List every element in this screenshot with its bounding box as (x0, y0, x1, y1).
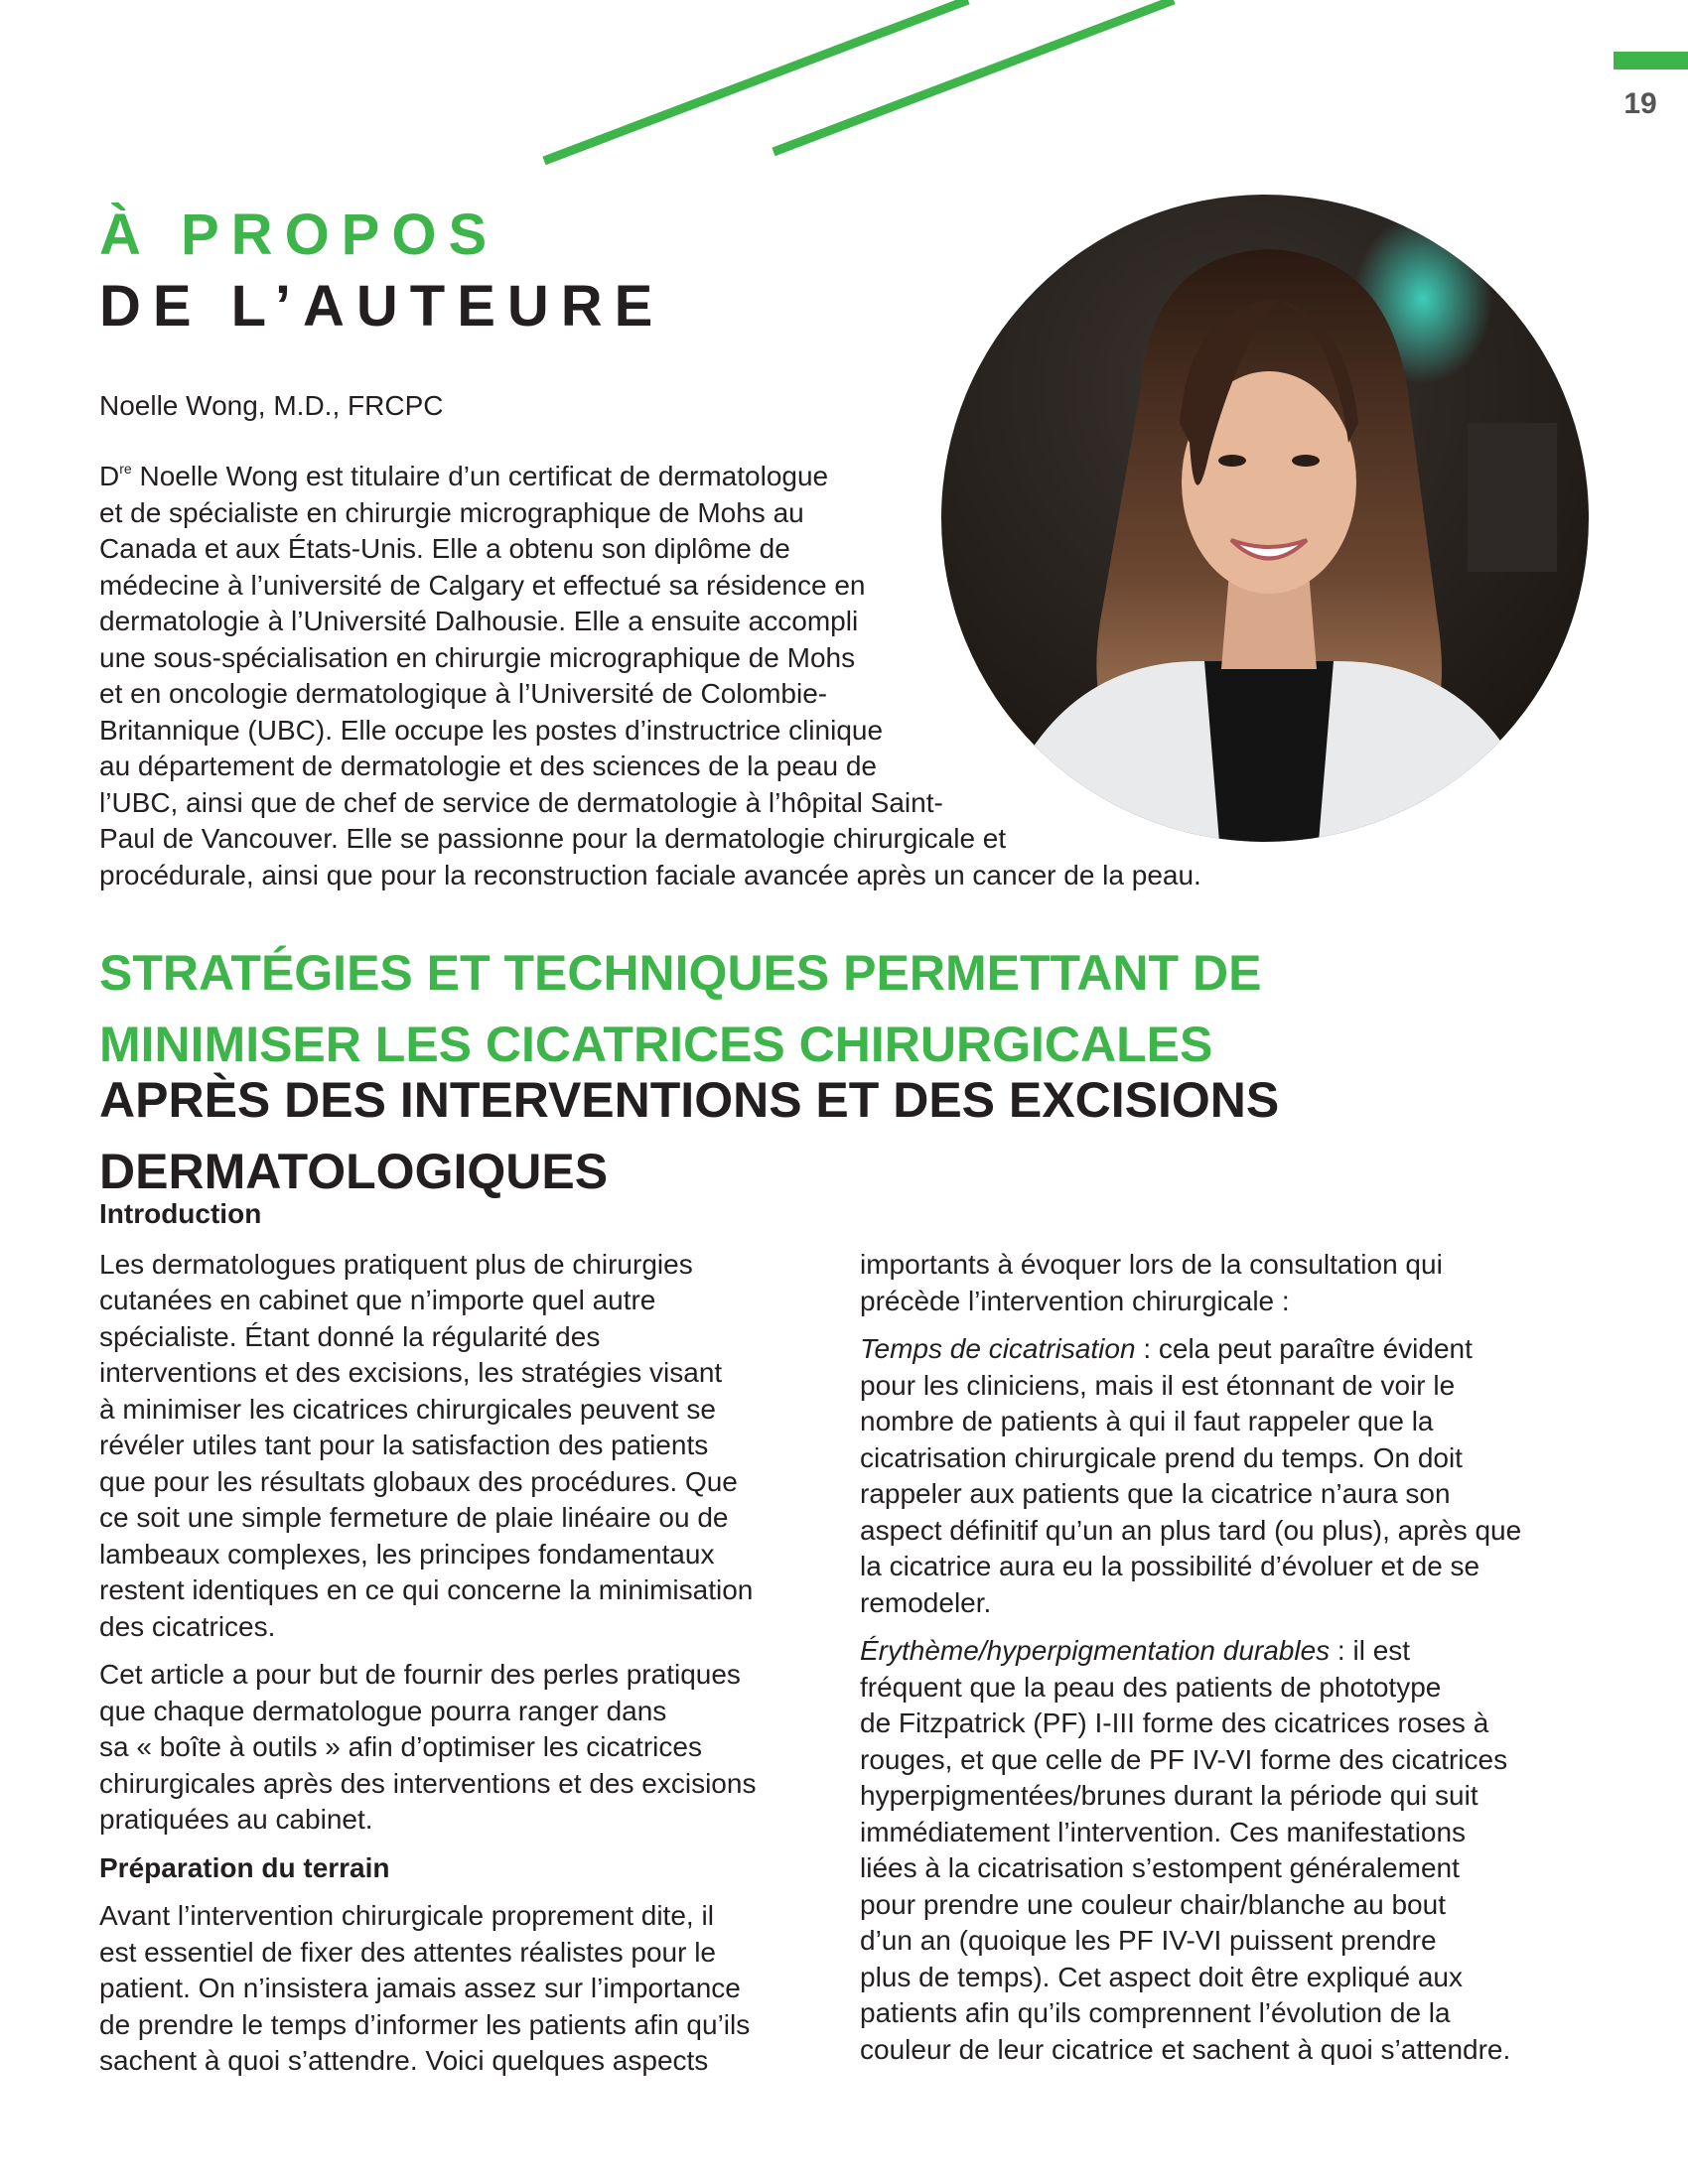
text-line: à minimiser les cicatrices chirurgicales peuvent se (99, 1393, 716, 1425)
bio-line: dermatologie à l’Université Dalhousie. Elle a ensuite accompli (99, 606, 859, 636)
bio-line: Britannique (UBC). Elle occupe les postes d’instructrice clinique (99, 714, 884, 746)
bio-line: médecine à l’université de Calgary et effectué sa résidence en (99, 569, 866, 601)
text-line: ce soit une simple fermeture de plaie linéaire ou de (99, 1502, 729, 1533)
article-title-line: DERMATOLOGIQUES (99, 1144, 609, 1199)
about-heading-line2: DE L’AUTEURE (99, 274, 665, 339)
text-line: nombre de patients à qui il faut rappeler que la (860, 1406, 1434, 1436)
prep-paragraph (99, 1898, 834, 2080)
text-line: lambeaux complexes, les principes fondamentaux (99, 1538, 715, 1570)
text-line: la cicatrice aura eu la possibilité d’évoluer et de se (860, 1551, 1480, 1581)
text-line: pratiquées au cabinet. (99, 1804, 373, 1835)
text-line: sachent à quoi s’attendre. Voici quelques aspects (99, 2045, 709, 2076)
article-column-left (99, 1196, 834, 2080)
text-line: de prendre le temps d’informer les patients afin qu’ils (99, 2008, 751, 2040)
article-column-right (860, 1247, 1595, 2068)
healing-time-term: Temps de cicatrisation (860, 1333, 1136, 1364)
text-line: précède l’intervention chirurgicale : (860, 1285, 1290, 1316)
bio-line: Canada et aux États-Unis. Elle a obtenu son diplôme de (99, 533, 790, 564)
erythema-term: Érythème/hyperpigmentation durables (860, 1635, 1331, 1666)
bio-prefix-sup: re (119, 461, 132, 477)
healing-time-paragraph (860, 1331, 1595, 1621)
text-line: est essentiel de fixer des attentes réalistes pour le (99, 1936, 717, 1968)
text-line: restent identiques en ce qui concerne la minimisation (99, 1574, 754, 1605)
text-line: : il est (1330, 1635, 1411, 1666)
text-line: révéler utiles tant pour la satisfaction des patients (99, 1430, 709, 1460)
text-line: aspect définitif qu’un an plus tard (ou plus), après que (860, 1514, 1522, 1546)
prep-heading: Préparation du terrain (99, 1851, 390, 1883)
text-line: d’un an (quoique les PF IV-VI puissent prendre (860, 1925, 1437, 1956)
text-line: rouges, et que celle de PF IV-VI forme des cicatrices (860, 1743, 1508, 1775)
intro-paragraph-2 (99, 1657, 834, 1839)
text-line: sa « boîte à outils » afin d’optimiser les cicatrices (99, 1731, 702, 1762)
text-line: Avant l’intervention chirurgicale proprement dite, il (99, 1900, 714, 1931)
bio-line: l’UBC, ainsi que de chef de service de dermatologie à l’hôpital Saint- (99, 786, 943, 818)
page-number: 19 (1623, 87, 1657, 120)
bio-prefix: D (99, 461, 120, 491)
text-line: Cet article a pour but de fournir des perles pratiques (99, 1659, 741, 1690)
text-line: plus de temps). Cet aspect doit être expliqué aux (860, 1961, 1464, 1992)
bio-line: et de spécialiste en chirurgie micrographique de Mohs au (99, 496, 804, 528)
text-line: couleur de leur cicatrice et sachent à quoi s’attendre. (860, 2033, 1511, 2065)
text-line: spécialiste. Étant donné la régularité des (99, 1320, 601, 1352)
bio-line: une sous-spécialisation en chirurgie micrographique de Mohs (99, 641, 856, 673)
decorative-diagonal-lines (0, 0, 1688, 199)
article-title-line: STRATÉGIES ET TECHNIQUES PERMETTANT DE (99, 945, 1262, 1001)
text-line: chirurgicales après des interventions et des excisions (99, 1767, 757, 1799)
bio-line: au département de dermatologie et des sciences de la peau de (99, 751, 877, 781)
bio-line: procédurale, ainsi que pour la reconstruction faciale avancée après un cancer de la peau. (99, 859, 1201, 890)
text-line: que pour les résultats globaux des procédures. Que (99, 1465, 738, 1497)
text-line: des cicatrices. (99, 1610, 276, 1642)
text-line: cutanées en cabinet que n’importe quel autre (99, 1285, 656, 1315)
text-line: pour les cliniciens, mais il est étonnant de voir le (860, 1369, 1456, 1401)
bio-line: Paul de Vancouver. Elle se passionne pour la dermatologie chirurgicale et (99, 823, 1007, 854)
text-line: cicatrisation chirurgicale prend du temps. On doit (860, 1441, 1463, 1473)
text-line: patient. On n’insistera jamais assez sur l’importance (99, 1973, 741, 2003)
author-bio (99, 459, 1350, 893)
text-line: immédiatement l’intervention. Ces manifestations (860, 1816, 1467, 1847)
text-line: fréquent que la peau des patients de phototype (860, 1671, 1442, 1703)
article-title-line: APRÈS DES INTERVENTIONS ET DES EXCISIONS (99, 1072, 1280, 1128)
bio-line: Noelle Wong est titulaire d’un certificat de dermatologue (131, 461, 829, 491)
intro-paragraph-1 (99, 1247, 834, 1646)
text-line: pour prendre une couleur chair/blanche au bout (860, 1888, 1446, 1920)
text-line: de Fitzpatrick (PF) I-III forme des cicatrices roses à (860, 1707, 1489, 1738)
text-line: remodeler. (860, 1586, 992, 1618)
text-line: patients afin qu’ils comprennent l’évolution de la (860, 1997, 1451, 2028)
about-heading-line1: À PROPOS (99, 203, 499, 267)
text-line: importants à évoquer lors de la consultation qui (860, 1249, 1443, 1280)
text-line: liées à la cicatrisation s’estompent généralement (860, 1852, 1460, 1883)
aspects-intro-paragraph (860, 1247, 1595, 1319)
erythema-paragraph (860, 1633, 1595, 2068)
text-line: Les dermatologues pratiquent plus de chirurgies (99, 1248, 693, 1280)
text-line: hyperpigmentées/brunes durant la période qui suit (860, 1780, 1478, 1811)
text-line: que chaque dermatologue pourra ranger dans (99, 1695, 667, 1726)
article-title-green (99, 937, 1261, 1080)
article-title-line: MINIMISER LES CICATRICES CHIRURGICALES (99, 1017, 1213, 1072)
bio-line: et en oncologie dermatologique à l’Université de Colombie- (99, 678, 828, 709)
text-line: : cela peut paraître évident (1135, 1333, 1473, 1364)
article-title-black (99, 1064, 1279, 1207)
text-line: rappeler aux patients que la cicatrice n’aura son (860, 1478, 1451, 1509)
intro-heading: Introduction (99, 1198, 262, 1229)
author-name: Noelle Wong, M.D., FRCPC (99, 390, 444, 421)
page-number-bar (1614, 52, 1688, 69)
text-line: interventions et des excisions, les stratégies visant (99, 1357, 723, 1388)
